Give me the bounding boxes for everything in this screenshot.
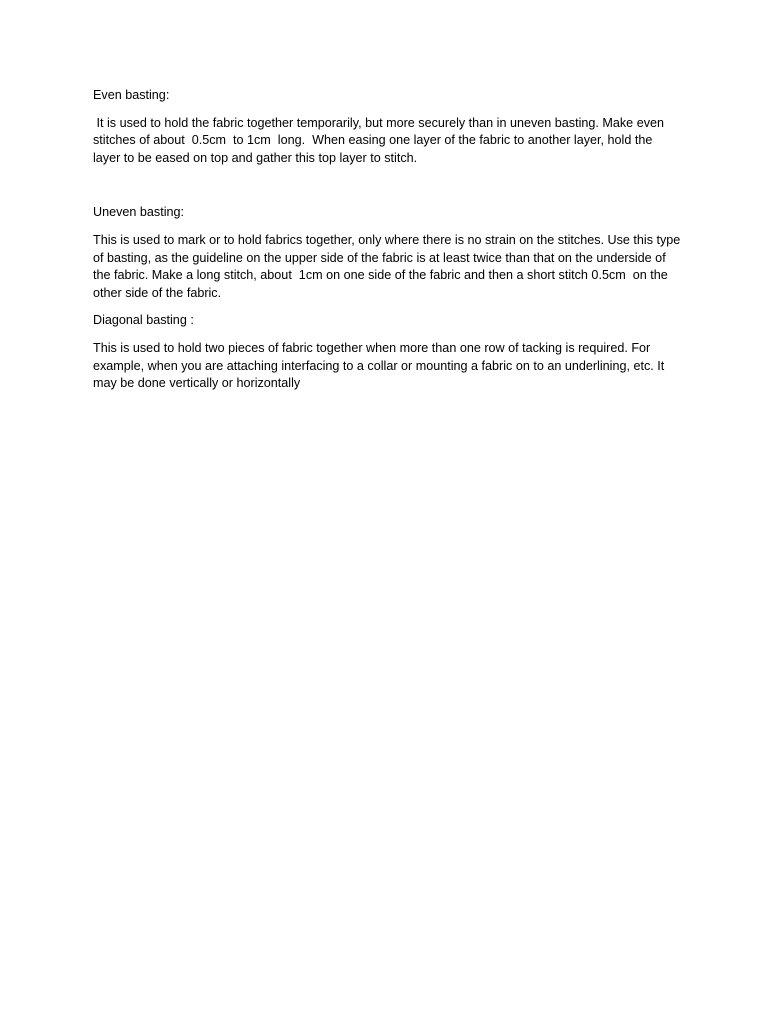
- section-heading-even-basting: Even basting:: [93, 88, 170, 102]
- section-body-even-basting: It is used to hold the fabric together temporarily, but more securely than in uneven basting. Make even stitches of about 0.5cm to 1cm long. When easing one layer of the fabric to another layer, hold the layer to be eased on top and gather this top layer to stitch.: [93, 115, 668, 165]
- section-heading-diagonal-basting: Diagonal basting :: [93, 313, 194, 328]
- section-body-uneven-basting: This is used to mark or to hold fabrics together, only where there is no strain on the stitches. Use this type of basting, as the guideline on the upper side of the fabric is at least twice than that on the underside of the fabric. Make a long stitch, about 1cm on one side of the fabric and then a short stitch 0.5cm on the other side of the fabric.: [93, 232, 684, 300]
- document-body: [93, 87, 683, 393]
- section-heading-uneven-basting: Uneven basting:: [93, 205, 185, 220]
- section-body-diagonal-basting: This is used to hold two pieces of fabric together when more than one row of tacking is required. For example, when you are attaching interfacing to a collar or mounting a fabric on to an underlining, etc. It may be done vertically or horizontally: [93, 340, 668, 391]
